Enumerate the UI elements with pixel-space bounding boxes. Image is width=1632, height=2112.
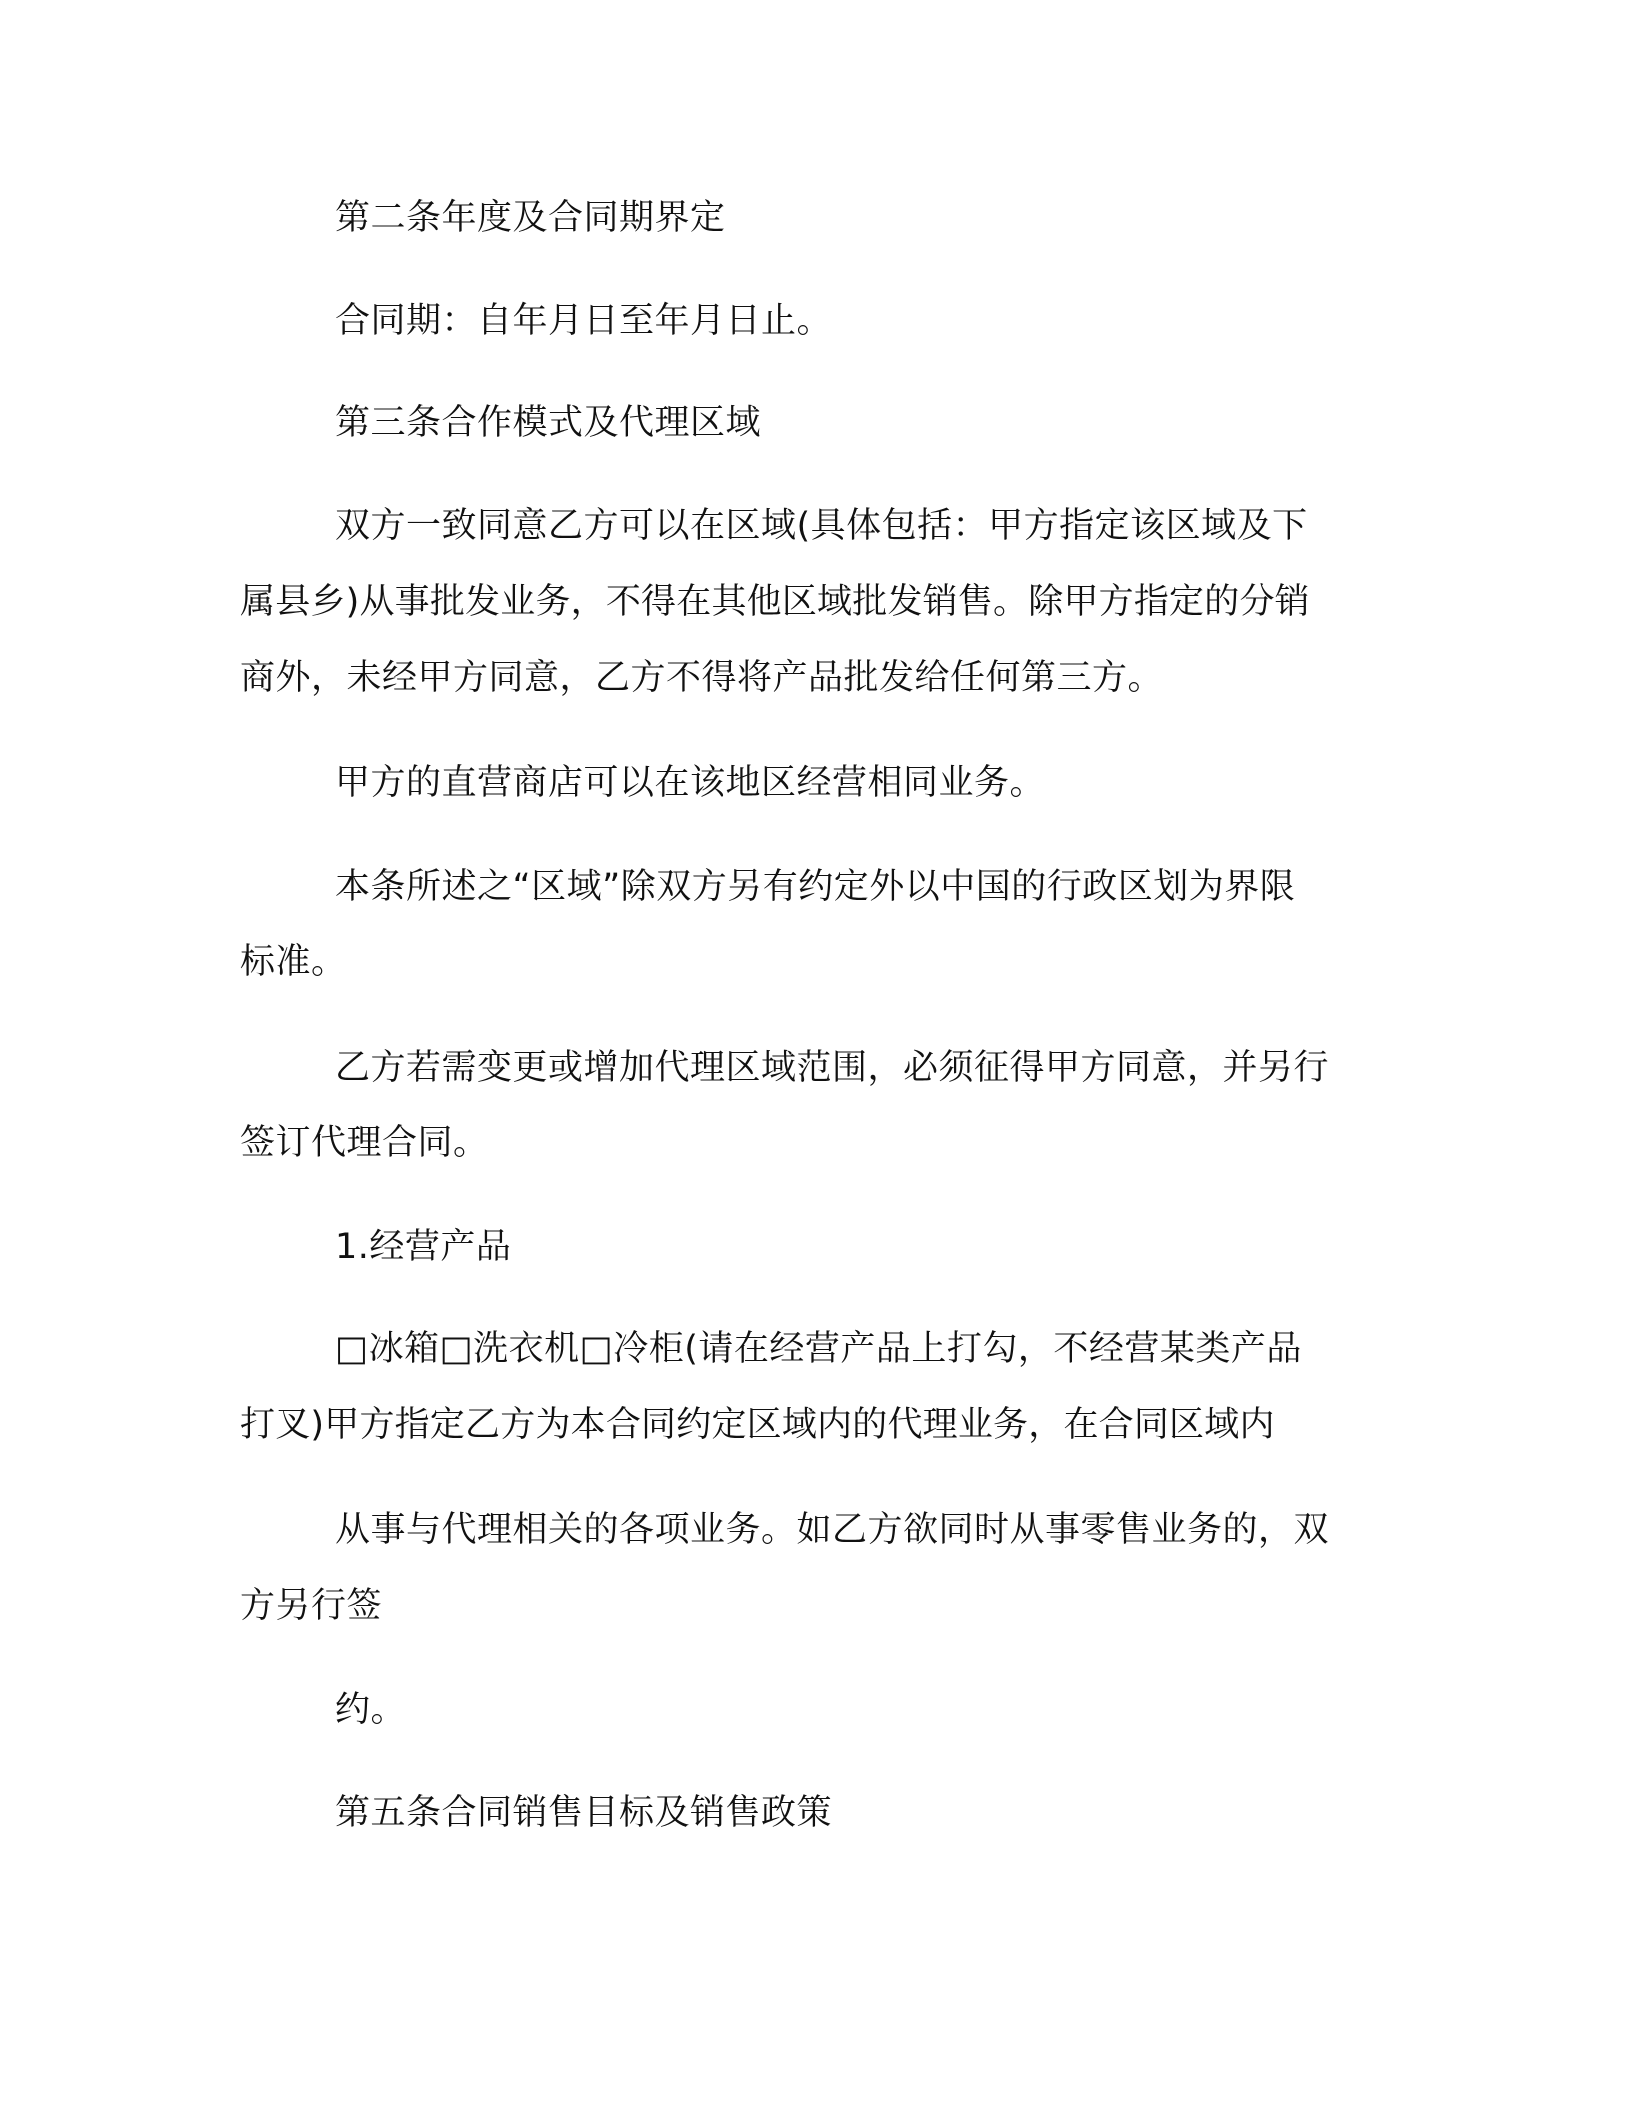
- contract-period-line: 合同期：自年月日至年月日止。: [335, 301, 833, 341]
- paragraph-region-definition-line-2: 标准。: [240, 942, 347, 982]
- article-2-heading: 第二条年度及合同期界定: [335, 198, 726, 238]
- paragraph-region-change-line-1: 乙方若需变更或增加代理区域范围，必须征得甲方同意，并另行: [335, 1048, 1330, 1088]
- paragraph-region-definition-line-1: 本条所述之“区域”除双方另有约定外以中国的行政区划为界限: [335, 867, 1296, 907]
- article-5-heading: 第五条合同销售目标及销售政策: [335, 1793, 833, 1833]
- paragraph-agency-line-3: 约。: [335, 1690, 407, 1730]
- paragraph-direct-store: 甲方的直营商店可以在该地区经营相同业务。: [335, 763, 1046, 803]
- paragraph-agency-line-1: 从事与代理相关的各项业务。如乙方欲同时从事零售业务的，双: [335, 1510, 1330, 1550]
- paragraph-region-line-3: 商外，未经甲方同意，乙方不得将产品批发给任何第三方。: [240, 658, 1164, 698]
- paragraph-agency-line-2: 方另行签: [240, 1586, 383, 1626]
- paragraph-region-change-line-2: 签订代理合同。: [240, 1123, 489, 1163]
- paragraph-region-line-1: 双方一致同意乙方可以在区域(具体包括：甲方指定该区域及下: [335, 506, 1308, 546]
- paragraph-region-line-2: 属县乡)从事批发业务，不得在其他区域批发销售。除甲方指定的分销: [240, 582, 1310, 622]
- paragraph-products-line-1: □冰箱□洗衣机□冷柜(请在经营产品上打勾，不经营某类产品: [335, 1329, 1302, 1369]
- paragraph-products-line-2: 打叉)甲方指定乙方为本合同约定区域内的代理业务，在合同区域内: [240, 1405, 1275, 1445]
- section-products-heading: 1.经营产品: [335, 1227, 512, 1267]
- article-3-heading: 第三条合作模式及代理区域: [335, 403, 762, 443]
